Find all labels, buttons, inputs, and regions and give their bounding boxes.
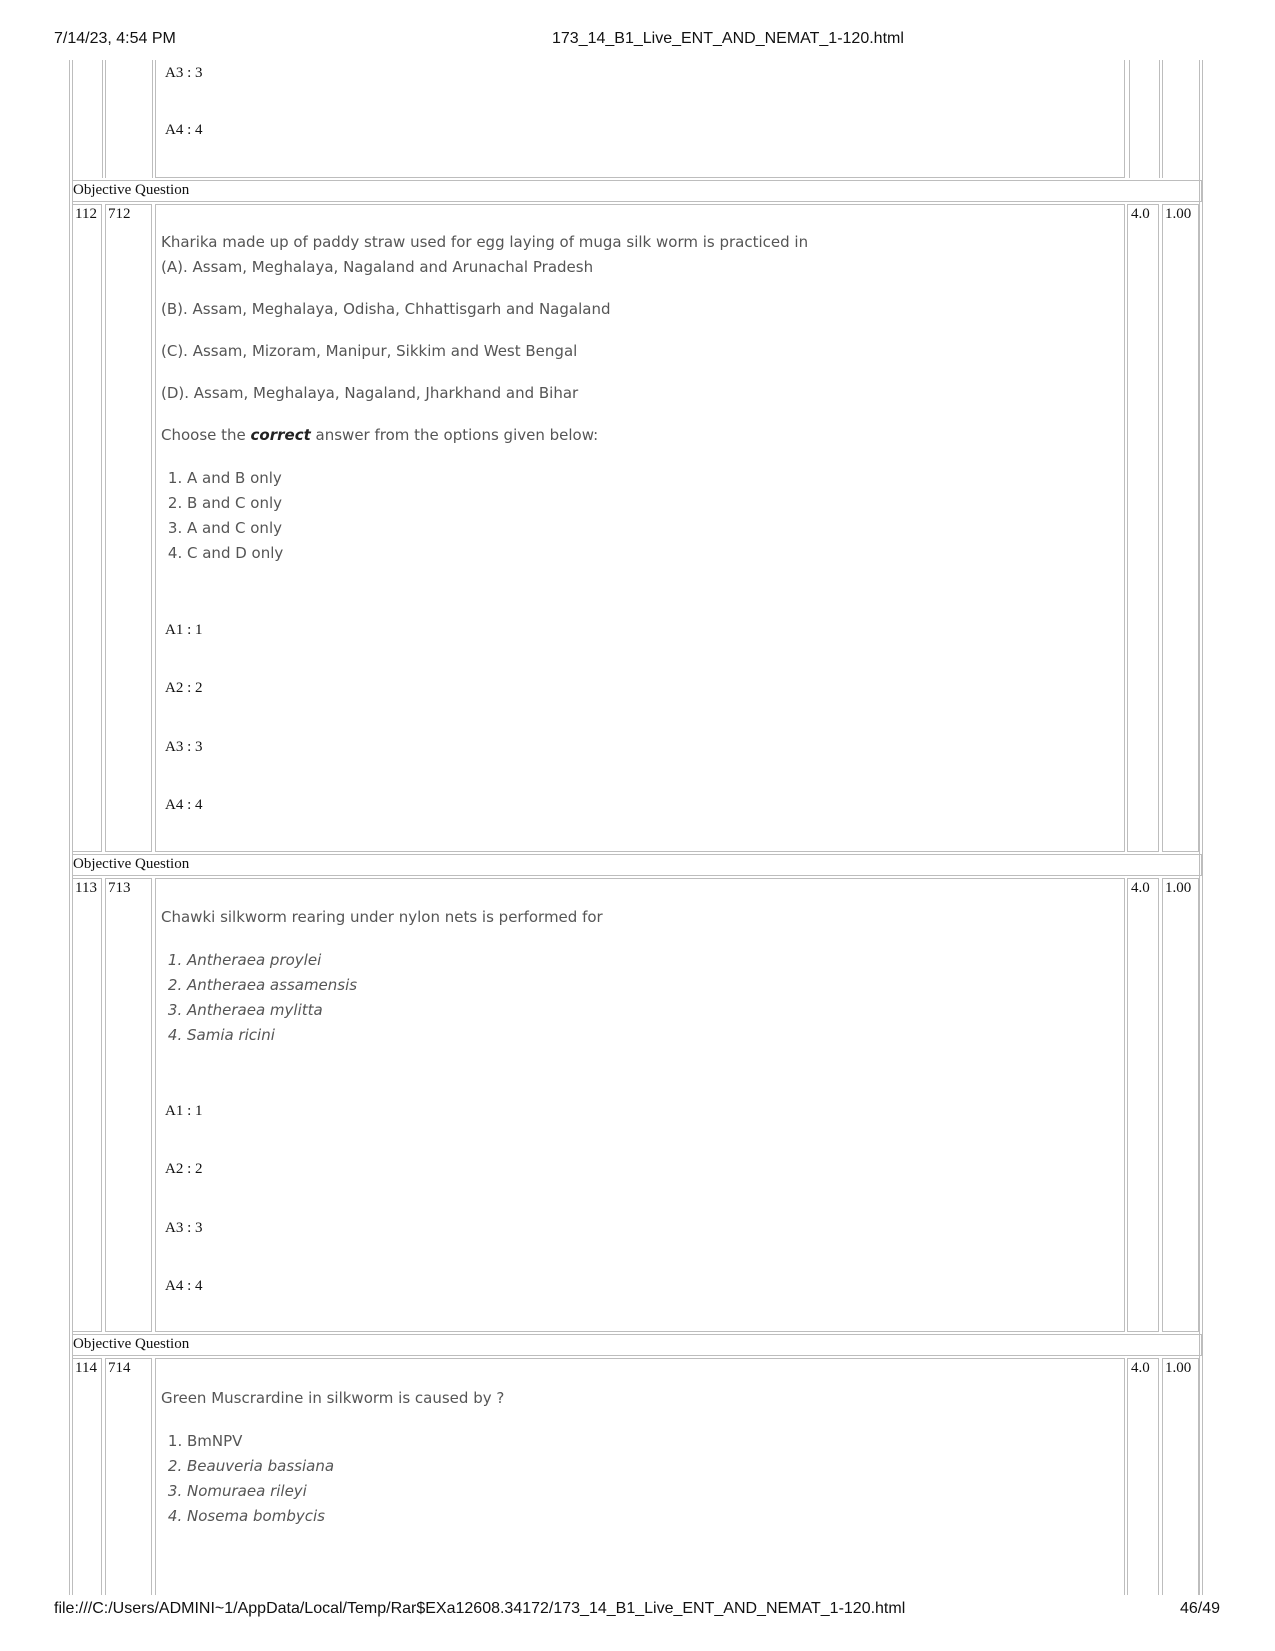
sno-cell (72, 204, 102, 852)
col-divider (102, 60, 103, 178)
options-list (167, 948, 357, 1048)
question-id: 713 (108, 880, 131, 896)
question-cell (155, 878, 1125, 1332)
print-file-path: file:///C:/Users/ADMINI~1/AppData/Local/Temp/Rar$EXa12608.34172/173_14_B1_Live_ENT_AND_NEMAT_1-120.html (54, 1600, 906, 1617)
option-item: 3. A and C only (187, 516, 283, 541)
statement-a: (A). Assam, Meghalaya, Nagaland and Arunachal Pradesh (161, 258, 594, 276)
options-list (167, 1429, 334, 1529)
question-stem: Green Muscrardine in silkworm is caused by ? (161, 1389, 505, 1407)
question-stem: Chawki silkworm rearing under nylon nets is performed for (161, 908, 603, 926)
negative-marks-value: 1.00 (1165, 1360, 1192, 1376)
question-type-label: Objective Question (73, 182, 190, 198)
option-item: 2. Antheraea assamensis (187, 973, 357, 998)
instruction-text (161, 426, 598, 444)
qid-cell (105, 878, 152, 1332)
marks-value: 4.0 (1131, 880, 1150, 896)
col-divider (152, 60, 153, 178)
options-list (167, 466, 283, 566)
instruction-emphasis: correct (250, 426, 311, 444)
sno-cell (72, 1358, 102, 1595)
question-type-label: Objective Question (73, 1336, 190, 1352)
negative-marks-value: 1.00 (1165, 206, 1192, 222)
option-item: 1. A and B only (187, 466, 283, 491)
negative-marks-value: 1.00 (1165, 880, 1192, 896)
qid-cell (105, 1358, 152, 1595)
option-item: 4. Samia ricini (187, 1023, 357, 1048)
statement-b: (B). Assam, Meghalaya, Odisha, Chhattisgarh and Nagaland (161, 300, 611, 318)
answer-option: A4 : 4 (165, 797, 203, 813)
table-border-right (1199, 60, 1200, 1595)
col-divider (105, 60, 106, 178)
question-id: 712 (108, 206, 131, 222)
serial-number: 112 (75, 206, 97, 222)
option-item: 3. Antheraea mylitta (187, 998, 357, 1023)
instruction-before: Choose the (161, 426, 251, 444)
question-type-label: Objective Question (73, 856, 190, 872)
question-type-row (72, 854, 1202, 876)
negative-marks-cell (1162, 1358, 1199, 1595)
answer-option: A2 : 2 (165, 1161, 203, 1177)
question-id: 714 (108, 1360, 131, 1376)
option-item: 4. C and D only (187, 541, 283, 566)
answer-option: A4 : 4 (165, 1278, 203, 1294)
marks-cell (1127, 1358, 1159, 1595)
marks-cell (1127, 204, 1159, 852)
marks-cell (1127, 878, 1159, 1332)
question-type-row (72, 1334, 1202, 1356)
instruction-after: answer from the options given below: (310, 426, 599, 444)
table-border-right-outer (1202, 60, 1203, 1595)
statement-d: (D). Assam, Meghalaya, Nagaland, Jharkhand and Bihar (161, 384, 579, 402)
option-item: 1. Antheraea proylei (187, 948, 357, 973)
answer-option: A3 : 3 (165, 739, 203, 755)
qid-cell (105, 204, 152, 852)
sno-cell (72, 878, 102, 1332)
answer-option: A1 : 1 (165, 1103, 203, 1119)
option-item: 2. Beauveria bassiana (187, 1454, 334, 1479)
question-stem: Kharika made up of paddy straw used for egg laying of muga silk worm is practiced in (161, 233, 809, 251)
option-item: 4. Nosema bombycis (187, 1504, 334, 1529)
answer-option: A4 : 4 (165, 122, 203, 138)
question-cell (155, 60, 1125, 178)
marks-value: 4.0 (1131, 206, 1150, 222)
option-item: 3. Nomuraea rileyi (187, 1479, 334, 1504)
answer-option: A3 : 3 (165, 65, 203, 81)
option-item: 1. BmNPV (187, 1429, 334, 1454)
negative-marks-cell (1162, 878, 1199, 1332)
answer-option: A3 : 3 (165, 1220, 203, 1236)
serial-number: 114 (75, 1360, 97, 1376)
table-border-left (69, 60, 70, 1595)
print-page-number: 46/49 (1180, 1600, 1221, 1617)
negative-marks-cell (1162, 204, 1199, 852)
serial-number: 113 (75, 880, 97, 896)
question-type-row (72, 180, 1202, 202)
print-title: 173_14_B1_Live_ENT_AND_NEMAT_1-120.html (552, 30, 904, 47)
col-divider (1129, 60, 1130, 178)
answer-option: A2 : 2 (165, 680, 203, 696)
option-item: 2. B and C only (187, 491, 283, 516)
answer-option: A1 : 1 (165, 622, 203, 638)
col-divider (1159, 60, 1160, 178)
statement-c: (C). Assam, Mizoram, Manipur, Sikkim and West Bengal (161, 342, 578, 360)
print-datetime: 7/14/23, 4:54 PM (54, 30, 176, 47)
marks-value: 4.0 (1131, 1360, 1150, 1376)
col-divider (1162, 60, 1163, 178)
